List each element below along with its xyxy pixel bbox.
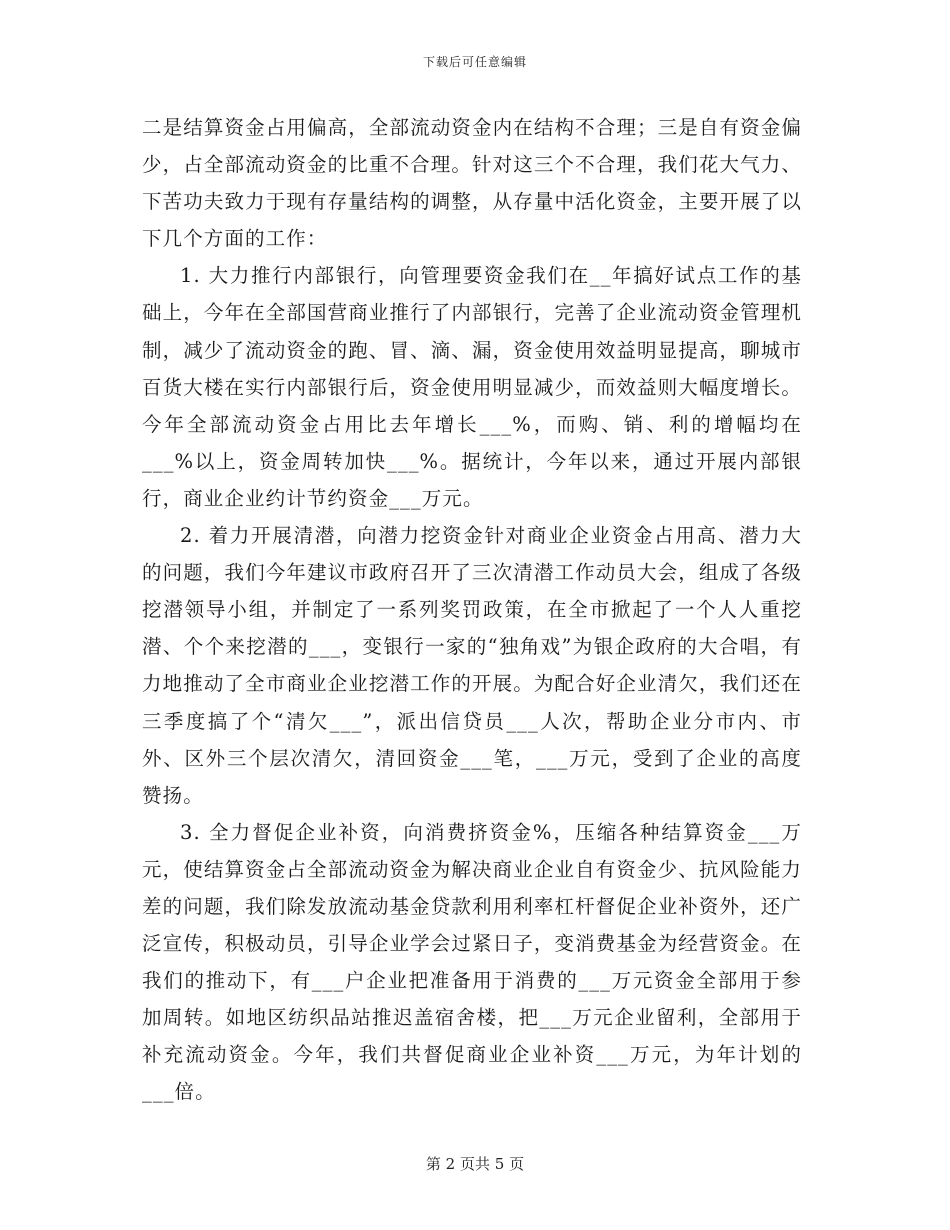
paragraph-item-1: 1. 大力推行内部银行，向管理要资金我们在__年搞好试点工作的基础上，今年在全部国营商业推行了内部银行，完善了企业流动资金管理机制，减少了流动资金的跑、冒、滴、漏，资金使用效益明显提高，聊城市百货大楼在实行内部银行后，资金使用明显减少，而效益则大幅度增长。今年全部流动资金占用比去年增长___%，而购、销、利的增幅均在___%以上，资金周转加快___%。据统计，今年以来，通过开展内部银行，商业企业约计节约资金___万元。 — [142, 264, 802, 510]
document-body — [142, 109, 802, 1111]
paragraph-item-2: 2. 着力开展清潜，向潜力挖资金针对商业企业资金占用高、潜力大的问题，我们今年建议市政府召开了三次清潜工作动员大会，组成了各级挖潜领导小组，并制定了一系列奖罚政策，在全市掀起了一个人人重挖潜、个个来挖潜的___，变银行一家的“独角戏”为银企政府的大合唱，有力地推动了全市商业企业挖潜工作的开展。为配合好企业清欠，我们还在三季度搞了个“清欠___”，派出信贷员___人次，帮助企业分市内、市外、区外三个层次清欠，清回资金___笔，___万元，受到了企业的高度赞扬。 — [142, 524, 802, 807]
paragraph-item-3: 3. 全力督促企业补资，向消费挤资金%，压缩各种结算资金___万元，使结算资金占全部流动资金为解决商业企业自有资金少、抗风险能力差的问题，我们除发放流动基金贷款利用利率杠杆督促企业补资外，还广泛宣传，积极动员，引导企业学会过紧日子，变消费基金为经营资金。在我们的推动下，有___户企业把准备用于消费的___万元资金全部用于参加周转。如地区纺织品站推迟盖宿舍楼，把___万元企业留利，全部用于补充流动资金。今年，我们共督促商业企业补资___万元，为年计划的___倍。 — [142, 820, 802, 1104]
paragraph-intro: 二是结算资金占用偏高，全部流动资金内在结构不合理；三是自有资金偏少，占全部流动资金的比重不合理。针对这三个不合理，我们花大气力、下苦功夫致力于现有存量结构的调整，从存量中活化资金，主要开展了以下几个方面的工作： — [142, 116, 802, 251]
page-header: 下载后可任意编辑 — [422, 55, 527, 69]
page-number-footer: 第 2 页共 5 页 — [425, 1155, 525, 1173]
